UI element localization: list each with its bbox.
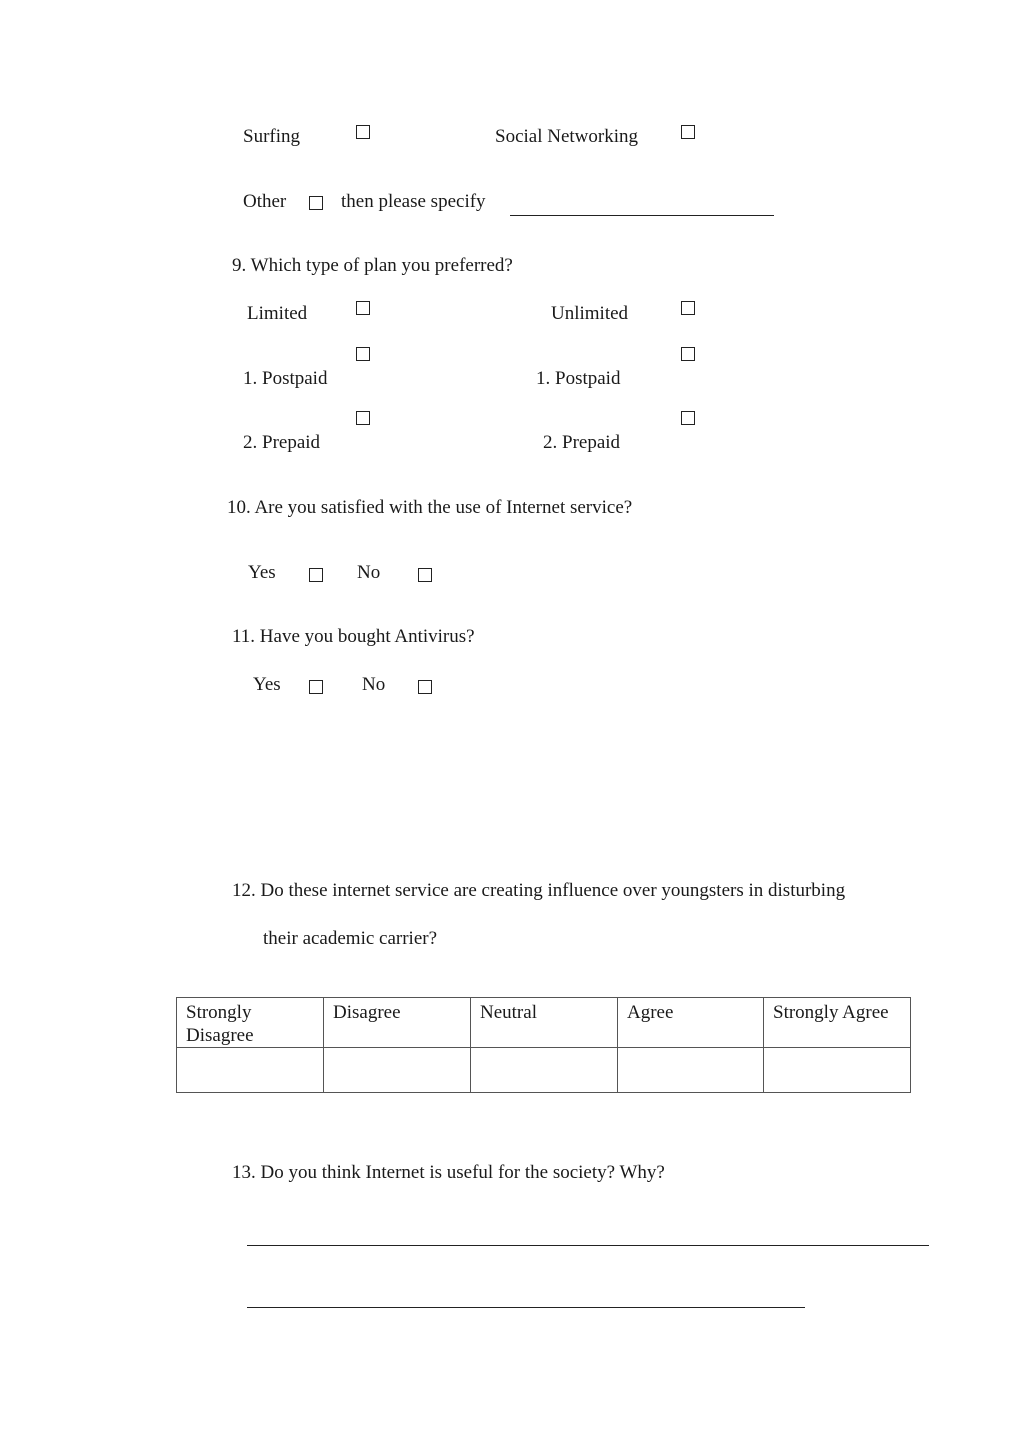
- scale-neutral: Neutral: [471, 998, 618, 1048]
- likert-answer-row: [177, 1048, 911, 1093]
- question-9: 9. Which type of plan you preferred?: [232, 255, 513, 276]
- q11-yes-label: Yes: [253, 674, 281, 695]
- unlimited-prepaid-checkbox[interactable]: [681, 411, 695, 425]
- question-11: 11. Have you bought Antivirus?: [232, 626, 475, 647]
- q10-no-checkbox[interactable]: [418, 568, 432, 582]
- unlimited-postpaid-label: 1. Postpaid: [536, 368, 621, 389]
- q10-no-label: No: [357, 562, 381, 583]
- plan-unlimited-label: Unlimited: [551, 303, 629, 324]
- q11-yes-checkbox[interactable]: [309, 680, 323, 694]
- limited-prepaid-checkbox[interactable]: [356, 411, 370, 425]
- plan-limited-label: Limited: [247, 303, 308, 324]
- unlimited-checkbox[interactable]: [681, 301, 695, 315]
- question-12-line-1: 12. Do these internet service are creating influence over youngsters in disturbing: [232, 880, 846, 901]
- limited-checkbox[interactable]: [356, 301, 370, 315]
- limited-postpaid-checkbox[interactable]: [356, 347, 370, 361]
- question-10: 10. Are you satisfied with the use of Internet service?: [227, 497, 633, 518]
- surfing-checkbox[interactable]: [356, 125, 370, 139]
- option-surfing-label: Surfing: [243, 126, 300, 147]
- limited-postpaid-label: 1. Postpaid: [243, 368, 328, 389]
- scale-disagree: Disagree: [324, 998, 471, 1048]
- specify-label: then please specify: [341, 191, 486, 212]
- answer-cell-strongly-agree[interactable]: [764, 1048, 911, 1093]
- q11-no-checkbox[interactable]: [418, 680, 432, 694]
- other-checkbox[interactable]: [309, 196, 323, 210]
- answer-cell-agree[interactable]: [618, 1048, 764, 1093]
- answer-line-2[interactable]: [247, 1307, 805, 1308]
- answer-cell-neutral[interactable]: [471, 1048, 618, 1093]
- q10-yes-checkbox[interactable]: [309, 568, 323, 582]
- question-13: 13. Do you think Internet is useful for the society? Why?: [232, 1162, 665, 1183]
- answer-cell-disagree[interactable]: [324, 1048, 471, 1093]
- likert-header-row: [177, 998, 911, 1048]
- scale-strongly-disagree: Strongly Disagree: [177, 998, 324, 1048]
- option-other-label: Other: [243, 191, 287, 212]
- question-12-line-2: their academic carrier?: [263, 928, 438, 949]
- unlimited-prepaid-label: 2. Prepaid: [543, 432, 621, 453]
- unlimited-postpaid-checkbox[interactable]: [681, 347, 695, 361]
- scale-strongly-agree: Strongly Agree: [764, 998, 911, 1048]
- limited-prepaid-label: 2. Prepaid: [243, 432, 321, 453]
- q11-no-label: No: [362, 674, 386, 695]
- likert-scale-table: [176, 997, 911, 1093]
- q10-yes-label: Yes: [248, 562, 276, 583]
- social-networking-checkbox[interactable]: [681, 125, 695, 139]
- answer-cell-strongly-disagree[interactable]: [177, 1048, 324, 1093]
- scale-agree: Agree: [618, 998, 764, 1048]
- specify-answer-line[interactable]: [510, 215, 774, 216]
- answer-line-1[interactable]: [247, 1245, 929, 1246]
- option-social-networking-label: Social Networking: [495, 126, 639, 147]
